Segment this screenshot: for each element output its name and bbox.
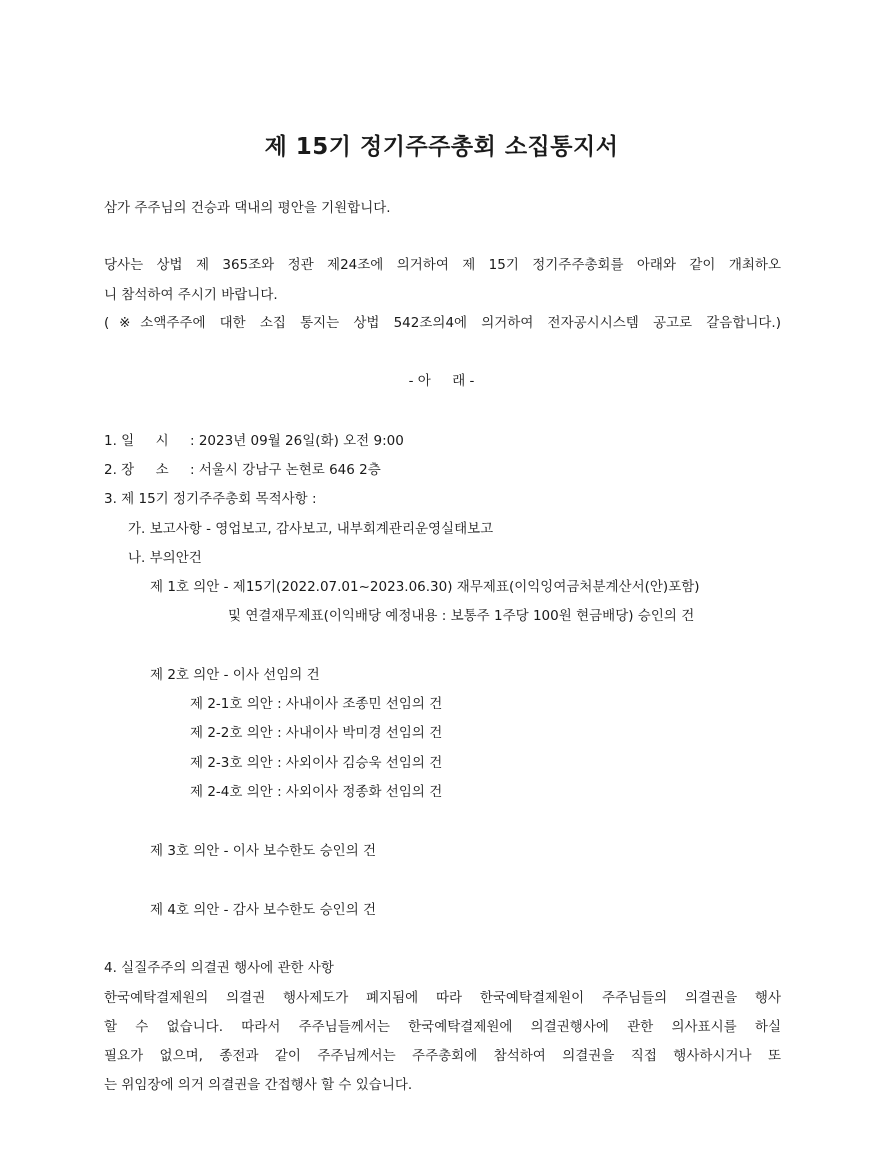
voting-line-3: 필요가 없으며, 종전과 같이 주주님께서는 주주총회에 참석하여 의결권을 직접 행사하시거나 또 xyxy=(104,1048,781,1064)
agenda-1-line-1: 제 1호 의안 - 제15기(2022.07.01~2023.06.30) 재무제표(이익잉여금처분계산서(안)포함) xyxy=(150,579,700,595)
agenda-2-3: 제 2-3호 의안 : 사외이사 김승욱 선임의 건 xyxy=(190,755,443,771)
voting-line-1: 한국예탁결제원의 의결권 행사제도가 폐지됨에 따라 한국예탁결제원이 주주님들의 의결권을 행사 xyxy=(104,990,781,1006)
agenda-2-2: 제 2-2호 의안 : 사내이사 박미경 선임의 건 xyxy=(190,725,443,741)
place-row xyxy=(104,460,381,480)
agenda-2-1: 제 2-1호 의안 : 사내이사 조종민 선임의 건 xyxy=(190,696,443,712)
voting-heading: 4. 실질주주의 의결권 행사에 관한 사항 xyxy=(104,960,334,976)
voting-line-4: 는 위임장에 의거 의결권을 간접행사 할 수 있습니다. xyxy=(104,1077,413,1093)
intro-note: (※소액주주에 대한 소집 통지는 상법 542조의4에 의거하여 전자공시시스템 공고로 갈음합니다.) xyxy=(104,315,781,331)
agenda-heading: 3. 제 15기 정기주주총회 목적사항 : xyxy=(104,491,317,507)
place-value: : 서울시 강남구 논현로 646 2층 xyxy=(190,462,381,478)
intro-line-2: 니 참석하여 주시기 바랍니다. xyxy=(104,287,278,303)
place-label: 2. 장 소 xyxy=(104,462,169,478)
separator: - 아 래 - xyxy=(408,373,475,389)
date-label: 1. 일 시 xyxy=(104,433,169,449)
report-items: 가. 보고사항 - 영업보고, 감사보고, 내부회계관리운영실태보고 xyxy=(128,521,494,537)
agenda-2: 제 2호 의안 - 이사 선임의 건 xyxy=(150,667,320,683)
greeting: 삼가 주주님의 건승과 댁내의 평안을 기원합니다. xyxy=(104,200,391,216)
intro-line-1: 당사는 상법 제 365조와 정관 제24조에 의거하여 제 15기 정기주주총회를 아래와 같이 개최하오 xyxy=(104,257,781,273)
agenda-4: 제 4호 의안 - 감사 보수한도 승인의 건 xyxy=(150,902,377,918)
resolution-heading: 나. 부의안건 xyxy=(128,550,202,566)
agenda-2-4: 제 2-4호 의안 : 사외이사 정종화 선임의 건 xyxy=(190,784,443,800)
voting-line-2: 할 수 없습니다. 따라서 주주님들께서는 한국예탁결제원에 의결권행사에 관한 의사표시를 하실 xyxy=(104,1019,781,1035)
date-row xyxy=(104,431,404,451)
document-title: 제 15기 정기주주총회 소집통지서 xyxy=(264,134,619,160)
agenda-1-line-2: 및 연결재무제표(이익배당 예정내용 : 보통주 1주당 100원 현금배당) 승인의 건 xyxy=(228,608,695,624)
agenda-3: 제 3호 의안 - 이사 보수한도 승인의 건 xyxy=(150,843,377,859)
date-value: : 2023년 09월 26일(화) 오전 9:00 xyxy=(190,433,404,449)
